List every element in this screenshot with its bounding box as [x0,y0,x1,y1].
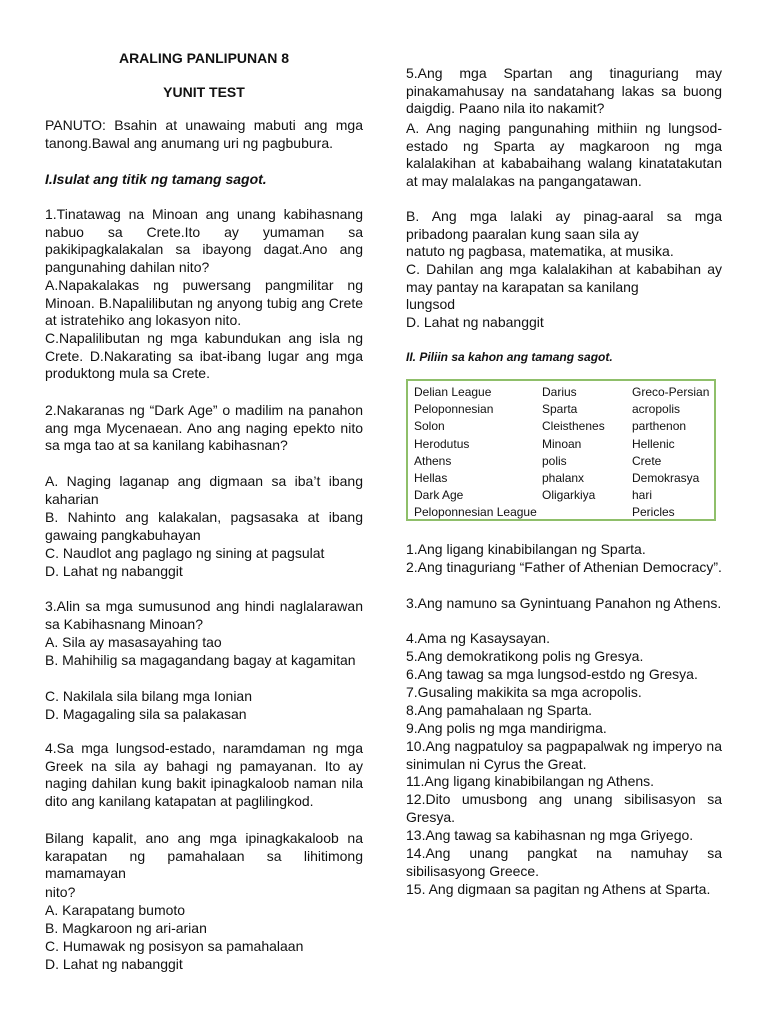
part2-item-1: 1.Ang ligang kinabibilangan ng Sparta. [406,541,646,557]
question-5-choice-a: A. Ang naging pangunahing mithiin ng lungsod-estado ng Sparta ay magkaroon ng mga kalalakihan at kababaihang walang kinatatakutan at may malalakas na pangangatawan. [406,120,722,189]
word-bank-term: Delian League [414,385,492,399]
word-bank-term: Dark Age [414,488,464,503]
question-1-choices-cd: C.Napalilibutan ng mga kabundukan ang isla ng Crete. D.Nakarating sa ibat-ibang lugar ang mga produktong mula sa Crete. [45,330,363,382]
word-bank-term: Sparta [542,402,578,417]
word-bank-term: Solon [414,419,445,434]
question-5-stem: 5.Ang mga Spartan ang tinaguriang may pinakamahusay na sandatahang lakas sa buong daigdig. Paano nila ito nakamit? [406,65,722,117]
question-4-choice-a: A. Karapatang bumoto [45,902,186,918]
question-1-choices-ab: A.Napakalakas ng puwersang pangmilitar ng Minoan. B.Napalilibutan ng anyong tubig ang Crete at istratehiko ang lokasyon nito. [45,277,363,329]
question-5-choice-c: C. Dahilan ang mga kalalakihan at kababihan ay may pantay na karapatan sa kanilang [406,261,722,295]
word-bank-term: Herodutus [414,436,470,451]
word-bank-term: Pericles [632,505,675,520]
word-bank-box [406,379,716,521]
word-bank-term: Greco-Persian [632,385,710,399]
word-bank-term: acropolis [632,402,681,417]
part2-item-6: 6.Ang tawag sa mga lungsod-estdo ng Gresya. [406,666,698,682]
question-1-stem: 1.Tinatawag na Minoan ang unang kabihasnang nabuo sa Crete.Ito ay yumaman sa pakikipagkalakalan sa ibayong dagat.Ano ang pangunahing dahilan nito? [45,206,363,275]
question-4-choice-c: C. Humawak ng posisyon sa pamahalaan [45,938,304,954]
question-5-choice-d: D. Lahat ng nabanggit [406,314,544,330]
question-3-choice-a: A. Sila ay masasayahing tao [45,634,222,650]
instructions: PANUTO: Bsahin at unawaing mabuti ang mga tanong.Bawal ang anumang uri ng pagbubura. [45,117,363,151]
part2-item-7: 7.Gusaling makikita sa mga acropolis. [406,684,642,700]
word-bank-term: Athens [414,453,452,468]
question-5-choice-c-continued: lungsod [406,296,456,312]
word-bank-term: hari [632,488,653,503]
part2-item-9: 9.Ang polis ng mga mandirigma. [406,720,607,736]
part2-item-10: 10.Ang nagpatuloy sa pagpapalwak ng imperyo na sinimulan ni Cyrus the Great. [406,738,722,772]
word-bank-term: Hellas [414,471,448,485]
document-subtitle: YUNIT TEST [163,84,245,100]
question-5-choice-b: B. Ang mga lalaki ay pinag-aaral sa mga pribadong paaralan kung saan sila ay [406,208,722,242]
part1-heading: I.Isulat ang titik ng tamang sagot. [45,171,267,187]
question-4-choice-d: D. Lahat ng nabanggit [45,956,183,972]
document-title: ARALING PANLIPUNAN 8 [118,50,290,66]
part2-item-11: 11.Ang ligang kinabibilangan ng Athens. [406,773,655,789]
part2-item-12: 12.Dito umusbong ang unang sibilisasyon sa Gresya. [406,791,722,825]
question-2-stem: 2.Nakaranas ng “Dark Age” o madilim na panahon ang mga Mycenaean. Ano ang naging epekto nito sa mga tao at sa kanilang kabihasnan? [45,402,363,454]
word-bank-term: phalanx [542,471,585,485]
word-bank-term: Peloponnesian [414,402,494,417]
question-4-stem-continued: Bilang kapalit, ano ang mga ipinagkakaloob na karapatan ng pamahalaan sa lihitimong mamamayan [45,830,363,882]
question-3-choice-c: C. Nakilala sila bilang mga Ionian [45,688,252,704]
question-2-choice-d: D. Lahat ng nabanggit [45,563,183,579]
word-bank-term: Darius [542,385,577,399]
word-bank-term: Minoan [542,436,582,451]
question-4-stem: 4.Sa mga lungsod-estado, naramdaman ng mga Greek na sila ay bahagi ng pamayanan. Ito ay naging dahilan kung bakit ipinagkaloob naman nila dito ang kanilang katapatan at paglilingkod. [45,740,363,809]
question-5-choice-b-continued: natuto ng pagbasa, matematika, at musika. [406,243,674,259]
word-bank-term: Peloponnesian League [414,505,537,520]
word-bank-term: parthenon [632,419,687,434]
part2-item-5: 5.Ang demokratikong polis ng Gresya. [406,648,644,664]
question-2-choice-a: A. Naging laganap ang digmaan sa iba’t ibang kaharian [45,473,363,507]
part2-heading: II. Piliin sa kahon ang tamang sagot. [406,350,613,364]
question-3-choice-b: B. Mahihilig sa magagandang bagay at kagamitan [45,652,356,668]
part2-item-13: 13.Ang tawag sa kabihasnan ng mga Griyego. [406,827,694,843]
question-2-choice-b: B. Nahinto ang kalakalan, pagsasaka at ibang gawaing pangkabuhayan [45,509,363,543]
word-bank-term: polis [542,453,567,468]
question-2-choice-c: C. Naudlot ang paglago ng sining at pagsulat [45,545,325,561]
word-bank-term: Demokrasya [632,471,700,485]
word-bank-term: Crete [632,453,662,468]
word-bank-term: Oligarkiya [542,488,596,503]
part2-item-2: 2.Ang tinaguriang “Father of Athenian Democracy”. [406,559,722,575]
question-3-stem: 3.Alin sa mga sumusunod ang hindi naglalarawan sa Kabihasnang Minoan? [45,598,363,632]
part2-item-15: 15. Ang digmaan sa pagitan ng Athens at Sparta. [406,881,711,897]
word-bank-term: Cleisthenes [542,419,605,434]
question-4-stem-end: nito? [45,884,76,900]
question-4-choice-b: B. Magkaroon ng ari-arian [45,920,207,936]
part2-item-3: 3.Ang namuno sa Gynintuang Panahon ng Athens. [406,595,722,611]
question-3-choice-d: D. Magagaling sila sa palakasan [45,706,247,722]
part2-item-4: 4.Ama ng Kasaysayan. [406,630,550,646]
part2-item-14: 14.Ang unang pangkat na namuhay sa sibilisasyong Greece. [406,845,722,879]
word-bank-term: Hellenic [632,436,675,451]
part2-item-8: 8.Ang pamahalaan ng Sparta. [406,702,593,718]
